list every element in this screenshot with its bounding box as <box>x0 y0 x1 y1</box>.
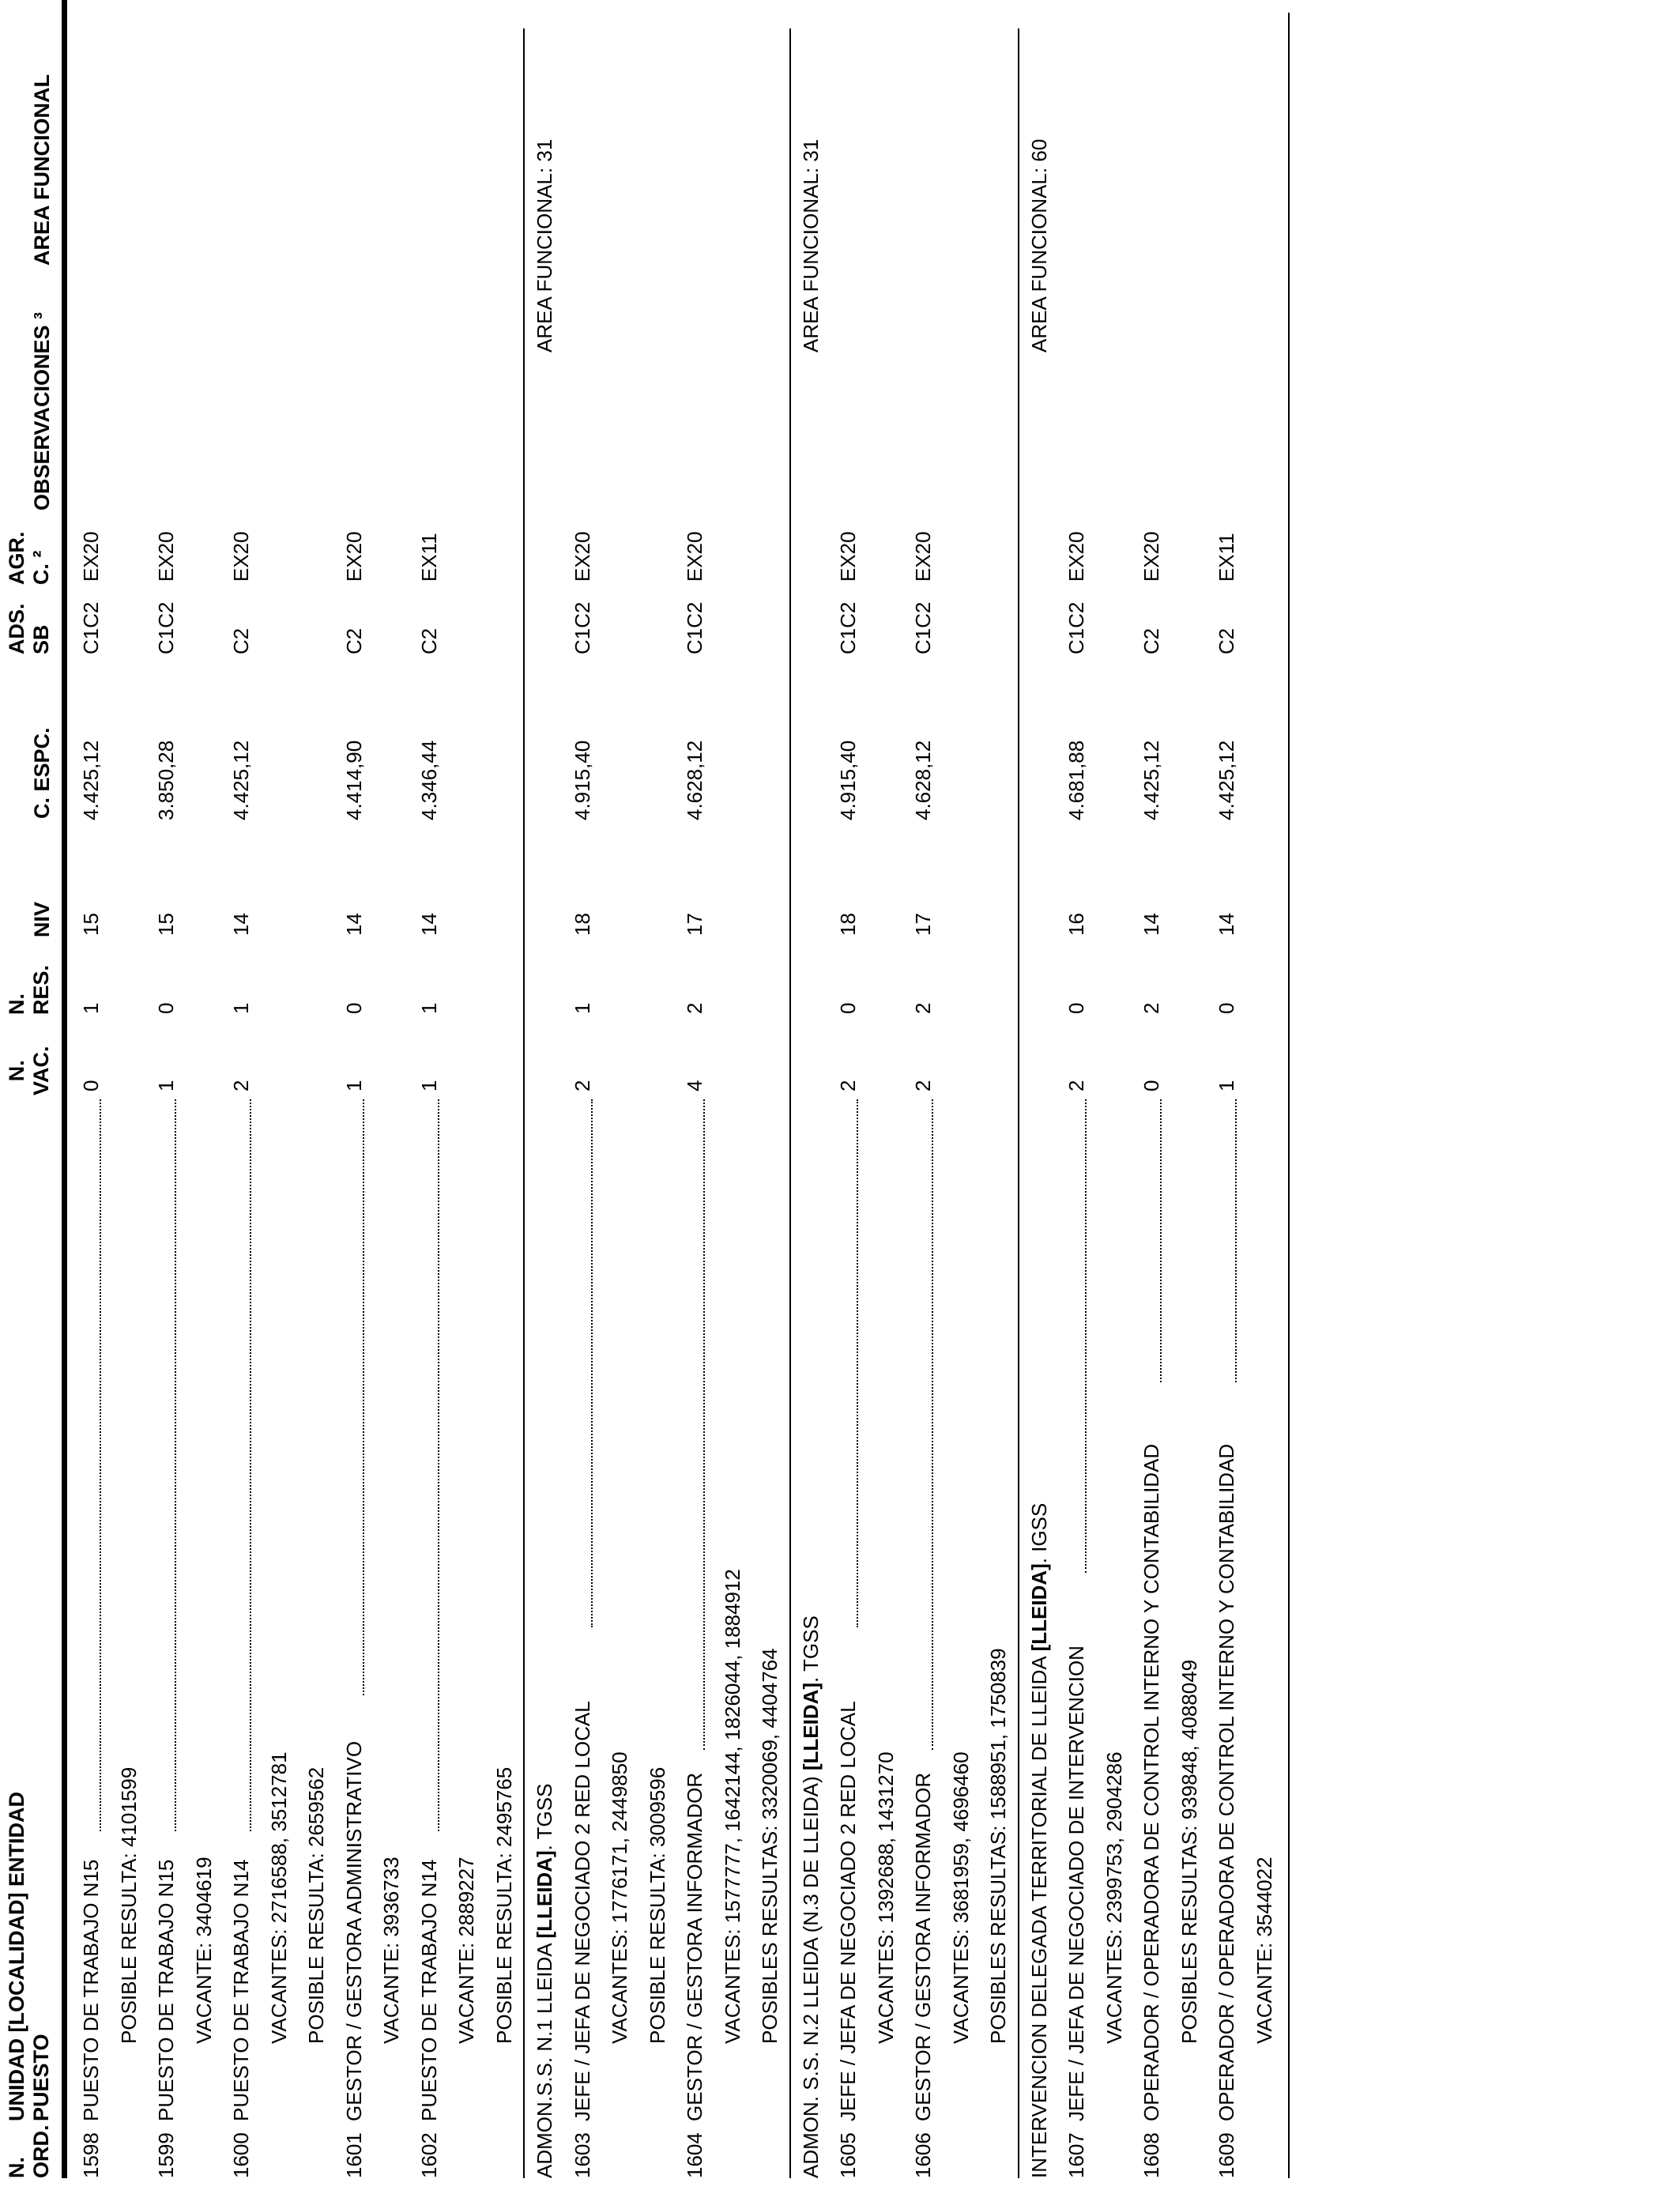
header-agr-c: AGR. C. ² <box>5 531 53 585</box>
row-ads-sb: C1C2 <box>570 601 594 654</box>
row-n-res: 1 <box>416 1002 441 1014</box>
row-c-espc: 4.425,12 <box>1215 740 1238 820</box>
row-ads-sb: C2 <box>1215 628 1238 654</box>
dot-leader <box>1085 1099 1087 1573</box>
group-separator-area <box>1018 28 1019 360</box>
dot-leader <box>438 1099 439 1831</box>
area-funcional: AREA FUNCIONAL: 60 <box>1026 138 1051 352</box>
header-n-res: N. RES. <box>5 964 53 1015</box>
row-order-number: 1604 <box>683 2132 706 2178</box>
row-agr-c: EX20 <box>154 531 178 582</box>
row-detail: POSIBLES RESULTAS: 939848, 4088049 <box>1177 1659 1201 2044</box>
row-ads-sb: C1C2 <box>1064 601 1088 654</box>
row-puesto: OPERADOR / OPERADORA DE CONTROL INTERNO Y CONTABILIDAD <box>1139 1443 1163 2121</box>
row-n-vac: 0 <box>1139 1080 1163 1091</box>
row-c-espc: 3.850,28 <box>154 740 178 820</box>
row-n-res: 2 <box>911 1002 935 1014</box>
row-puesto: JEFE / JEFA DE NEGOCIADO 2 RED LOCAL <box>570 1701 594 2121</box>
row-niv: 14 <box>416 913 441 936</box>
row-detail: VACANTES: 1577777, 1642144, 1826044, 1884912 <box>720 1569 744 2044</box>
row-n-res: 1 <box>79 1002 103 1014</box>
table-row <box>411 0 447 2194</box>
row-order-number: 1606 <box>911 2132 935 2178</box>
row-n-vac: 2 <box>229 1080 253 1091</box>
row-n-vac: 1 <box>416 1080 441 1091</box>
unit-heading <box>526 1784 563 2178</box>
row-n-res: 2 <box>1139 1002 1163 1014</box>
unit-name: INTERVENCION DELEGADA TERRITORIAL DE LLEIDA <box>1026 1651 1051 2178</box>
unit-entity: . IGSS <box>1026 1502 1051 1564</box>
dot-leader <box>250 1099 251 1831</box>
header-ads-sb: ADS. SB <box>5 603 53 654</box>
table-row <box>223 0 259 2194</box>
dot-leader <box>175 1099 176 1831</box>
row-niv: 15 <box>79 913 103 936</box>
row-detail: VACANTE: 3544022 <box>1252 1857 1276 2044</box>
unit-locality: [LLEIDA] <box>798 1682 823 1771</box>
row-puesto: GESTOR / GESTORA ADMINISTRATIVO <box>341 1740 366 2121</box>
row-agr-c: EX11 <box>1215 533 1238 582</box>
row-order-number: 1599 <box>154 2132 178 2178</box>
row-n-res: 0 <box>836 1002 860 1014</box>
header-c-espc: C. ESPC. <box>30 727 54 819</box>
table-row <box>73 0 109 2194</box>
row-puesto: PUESTO DE TRABAJO N15 <box>154 1859 178 2121</box>
row-detail: POSIBLES RESULTAS: 1588951, 1750839 <box>986 1648 1010 2044</box>
row-agr-c: EX20 <box>836 531 860 582</box>
row-order-number: 1601 <box>341 2132 366 2178</box>
row-puesto: PUESTO DE TRABAJO N14 <box>416 1859 441 2121</box>
row-detail: VACANTES: 2399753, 2904286 <box>1102 1751 1126 2044</box>
row-niv: 17 <box>911 913 935 936</box>
row-detail: POSIBLES RESULTAS: 3320069, 4404764 <box>758 1648 782 2044</box>
header-n-ord: N. ORD. <box>5 2124 53 2178</box>
row-ads-sb: C2 <box>1139 628 1163 654</box>
header-area-funcional: AREA FUNCIONAL <box>30 74 54 266</box>
row-ads-sb: C2 <box>416 628 441 654</box>
row-agr-c: EX20 <box>911 531 935 582</box>
row-ads-sb: C1C2 <box>79 601 103 654</box>
row-c-espc: 4.425,12 <box>1139 740 1163 820</box>
row-n-vac: 2 <box>570 1080 594 1091</box>
group-separator <box>523 360 525 2178</box>
row-detail: POSIBLE RESULTA: 4101599 <box>116 1766 141 2044</box>
row-n-vac: 0 <box>79 1080 103 1091</box>
row-n-res: 0 <box>1215 1002 1238 1014</box>
area-funcional: AREA FUNCIONAL: 31 <box>798 138 823 352</box>
row-detail: VACANTES: 1776171, 2449850 <box>608 1751 631 2044</box>
row-ads-sb: C2 <box>229 628 253 654</box>
row-c-espc: 4.628,12 <box>911 740 935 820</box>
row-agr-c: EX20 <box>570 531 594 582</box>
row-niv: 14 <box>1139 913 1163 936</box>
table-row <box>1208 0 1245 2194</box>
row-detail: POSIBLE RESULTA: 2659562 <box>304 1766 328 2044</box>
row-n-res: 0 <box>1064 1002 1088 1014</box>
row-n-res: 2 <box>683 1002 706 1014</box>
row-c-espc: 4.681,88 <box>1064 740 1088 820</box>
dot-leader <box>363 1099 364 1695</box>
group-separator-area <box>789 28 791 360</box>
row-puesto: GESTOR / GESTORA INFORMADOR <box>683 1772 706 2121</box>
row-c-espc: 4.346,44 <box>416 740 441 820</box>
row-n-vac: 1 <box>1215 1080 1238 1091</box>
row-c-espc: 4.915,40 <box>836 740 860 820</box>
dot-leader <box>1235 1099 1237 1382</box>
row-detail: POSIBLE RESULTA: 3009596 <box>645 1766 669 2044</box>
row-detail: VACANTES: 2716588, 3512781 <box>266 1751 291 2044</box>
row-n-vac: 4 <box>683 1080 706 1091</box>
row-order-number: 1609 <box>1215 2132 1238 2178</box>
row-detail: VACANTE: 3936733 <box>379 1857 403 2044</box>
row-niv: 15 <box>154 913 178 936</box>
row-detail: POSIBLE RESULTA: 2495765 <box>492 1766 516 2044</box>
row-puesto: OPERADOR / OPERADORA DE CONTROL INTERNO Y CONTABILIDAD <box>1215 1443 1238 2121</box>
table-row <box>830 0 866 2194</box>
unit-name: ADMON. S.S. N.2 LLEIDA (N.3 DE LLEIDA) <box>798 1770 823 2178</box>
row-n-vac: 1 <box>154 1080 178 1091</box>
unit-locality: [LLEIDA] <box>533 1850 556 1939</box>
row-c-espc: 4.414,90 <box>341 740 366 820</box>
row-niv: 17 <box>683 913 706 936</box>
dot-leader <box>857 1099 858 1627</box>
row-c-espc: 4.628,12 <box>683 740 706 820</box>
table-row <box>564 0 601 2194</box>
row-order-number: 1608 <box>1139 2132 1163 2178</box>
table-row <box>1058 0 1094 2194</box>
group-separator <box>1018 360 1019 2178</box>
row-n-vac: 2 <box>1064 1080 1088 1091</box>
row-puesto: JEFE / JEFA DE NEGOCIADO DE INTERVENCION <box>1064 1646 1088 2121</box>
row-c-espc: 4.915,40 <box>570 740 594 820</box>
unit-heading <box>793 1615 829 2178</box>
row-ads-sb: C2 <box>341 628 366 654</box>
table-row <box>676 0 713 2194</box>
unit-entity: . TGSS <box>533 1783 556 1851</box>
row-c-espc: 4.425,12 <box>79 740 103 820</box>
table-header <box>0 0 63 2194</box>
row-detail: VACANTES: 1392688, 1431270 <box>873 1751 898 2044</box>
row-niv: 18 <box>570 913 594 936</box>
unit-locality: [LLEIDA] <box>1026 1563 1051 1652</box>
header-niv: NIV <box>30 901 54 937</box>
table-row <box>336 0 372 2194</box>
header-rule <box>62 0 67 2178</box>
table-row <box>148 0 184 2194</box>
group-separator-area <box>523 28 525 360</box>
dot-leader <box>932 1099 933 1750</box>
bottom-rule <box>1288 13 1290 2178</box>
row-ads-sb: C1C2 <box>911 601 935 654</box>
row-order-number: 1598 <box>79 2132 103 2178</box>
row-n-res: 1 <box>570 1002 594 1014</box>
row-order-number: 1607 <box>1064 2132 1088 2178</box>
dot-leader <box>591 1099 593 1627</box>
row-n-res: 0 <box>341 1002 366 1014</box>
row-detail: VACANTE: 2889227 <box>454 1857 478 2044</box>
unit-name: ADMON.S.S. N.1 LLEIDA <box>533 1938 556 2178</box>
header-n-vac: N. VAC. <box>5 1046 53 1095</box>
row-puesto: GESTOR / GESTORA INFORMADOR <box>911 1772 935 2121</box>
row-agr-c: EX20 <box>1139 531 1163 582</box>
row-niv: 16 <box>1064 913 1088 936</box>
dot-leader <box>1160 1099 1162 1382</box>
row-puesto: PUESTO DE TRABAJO N14 <box>229 1859 253 2121</box>
row-ads-sb: C1C2 <box>154 601 178 654</box>
row-ads-sb: C1C2 <box>836 601 860 654</box>
row-n-res: 1 <box>229 1002 253 1014</box>
row-n-res: 0 <box>154 1002 178 1014</box>
row-agr-c: EX11 <box>416 533 441 582</box>
row-n-vac: 1 <box>341 1080 366 1091</box>
row-puesto: PUESTO DE TRABAJO N15 <box>79 1859 103 2121</box>
unit-entity: . TGSS <box>798 1615 823 1683</box>
header-unidad: UNIDAD [LOCALIDAD] ENTIDAD PUESTO <box>5 1792 53 2121</box>
dot-leader <box>703 1099 705 1750</box>
group-separator <box>789 360 791 2178</box>
dot-leader <box>100 1099 101 1831</box>
row-detail: VACANTE: 3404619 <box>191 1857 216 2044</box>
row-agr-c: EX20 <box>341 531 366 582</box>
row-agr-c: EX20 <box>1064 531 1088 582</box>
table-row <box>905 0 941 2194</box>
row-niv: 14 <box>229 913 253 936</box>
row-puesto: JEFE / JEFA DE NEGOCIADO 2 RED LOCAL <box>836 1701 860 2121</box>
unit-heading <box>1021 1503 1057 2178</box>
row-agr-c: EX20 <box>229 531 253 582</box>
row-agr-c: EX20 <box>79 531 103 582</box>
area-funcional: AREA FUNCIONAL: 31 <box>533 138 556 352</box>
table-row <box>1133 0 1170 2194</box>
row-order-number: 1605 <box>836 2132 860 2178</box>
row-order-number: 1600 <box>229 2132 253 2178</box>
row-niv: 14 <box>1215 913 1238 936</box>
row-order-number: 1603 <box>570 2132 594 2178</box>
row-niv: 14 <box>341 913 366 936</box>
row-c-espc: 4.425,12 <box>229 740 253 820</box>
row-detail: VACANTES: 3681959, 4696460 <box>948 1751 973 2044</box>
row-n-vac: 2 <box>911 1080 935 1091</box>
row-ads-sb: C1C2 <box>683 601 706 654</box>
header-observaciones: OBSERVACIONES ³ <box>30 311 54 511</box>
row-order-number: 1602 <box>416 2132 441 2178</box>
row-agr-c: EX20 <box>683 531 706 582</box>
row-niv: 18 <box>836 913 860 936</box>
row-n-vac: 2 <box>836 1080 860 1091</box>
